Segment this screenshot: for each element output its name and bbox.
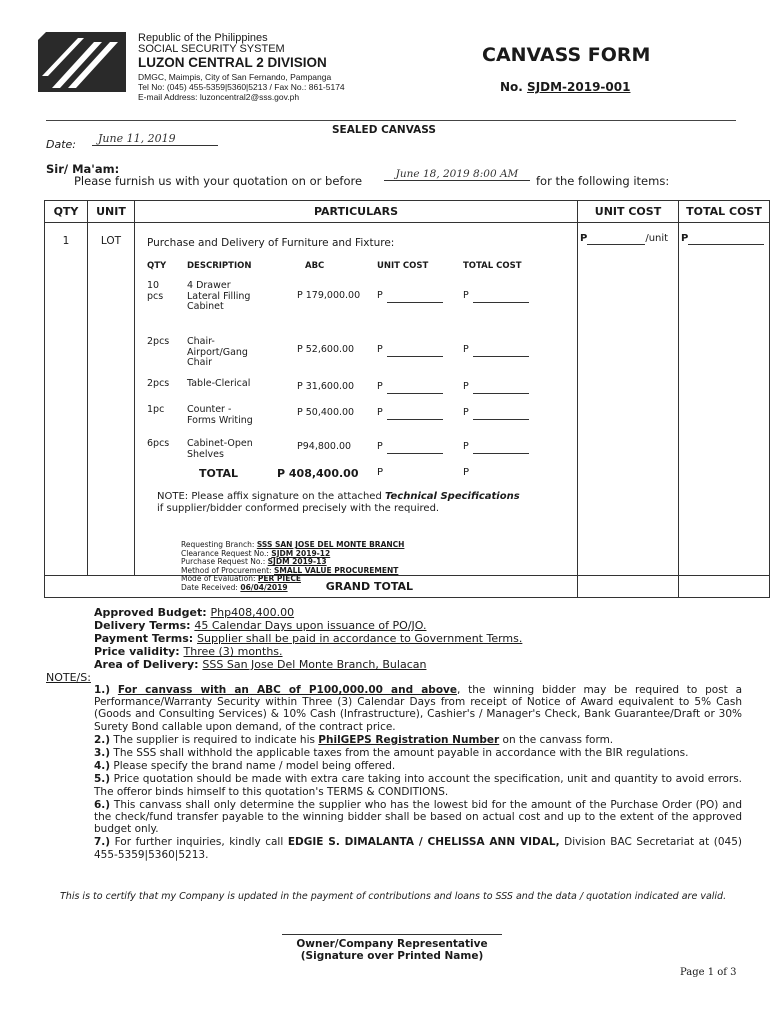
item-abc: P 31,600.00 — [297, 381, 355, 392]
item-total-cost-prefix: P — [463, 407, 469, 418]
item-total-cost-blank[interactable] — [473, 382, 529, 394]
header-email: E-mail Address: luzoncentral2@sss.gov.ph — [138, 92, 300, 102]
item-total-cost-prefix: P — [463, 441, 469, 452]
item-abc: P94,800.00 — [297, 441, 352, 452]
info-label: Requesting Branch: — [181, 540, 257, 549]
header-division: LUZON CENTRAL 2 DIVISION — [138, 55, 327, 70]
header-address: DMGC, Maimpis, City of San Fernando, Pampanga — [138, 72, 332, 82]
canvass-table — [44, 200, 770, 598]
delivery-terms: Delivery Terms: 45 Calendar Days upon issuance of PO/JO. — [94, 619, 427, 632]
unit-cost-cell — [578, 223, 679, 576]
item-total-cost[interactable] — [463, 442, 529, 454]
technical-note: NOTE: Please affix signature on the attached Technical Specifications if supplier/bidder conformed precisely with the required. — [157, 491, 520, 514]
notes-label: NOTE/S: — [46, 671, 91, 684]
note-1: 1.) For canvass with an ABC of P100,000.00 and above, the winning bidder may be required to post a Performance/Warranty Security within Three (3) Calendar Days from receipt of Notice of Award equivalent to 5% Cash (Goods and Consulting Services) & 10% Cash (Infrastructure), Cashier's / Manager's Check, Bank Guarantee/Draft or 30% Surety Bond callable upon demand, of the contract price. — [94, 684, 743, 733]
sealed-canvass-label: SEALED CANVASS — [332, 124, 436, 136]
item-unit-cost-prefix: P — [377, 441, 383, 452]
item-total-cost-blank[interactable] — [473, 291, 529, 303]
info-value: PER PIECE — [257, 574, 301, 584]
total-abc: P 408,400.00 — [277, 467, 359, 480]
header-sss: SOCIAL SECURITY SYSTEM — [138, 43, 285, 55]
item-total-cost[interactable] — [463, 408, 529, 420]
inner-abc-header: ABC — [305, 261, 325, 271]
item-unit-cost[interactable] — [377, 291, 443, 303]
note-5: 5.) Price quotation should be made with extra care taking into account the specification, unit and quantity to avoid errors. The offeror binds himself to this quotation's TERMS & CONDITIONS. — [94, 773, 742, 798]
total-label: TOTAL — [199, 467, 239, 480]
item-qty: 2pcs — [147, 336, 170, 347]
col-unit-cost: UNIT COST — [578, 201, 679, 223]
certification-text: This is to certify that my Company is updated in the payment of contributions and loans to SSS and the data / quotation indicated are valid. — [60, 891, 727, 902]
col-unit: UNIT — [88, 201, 135, 223]
item-abc: P 52,600.00 — [297, 344, 355, 355]
item-total-cost-prefix: P — [463, 344, 469, 355]
item-unit-cost-blank[interactable] — [387, 382, 443, 394]
info-value: SJDM 2019-12 — [271, 548, 331, 558]
total-cost-cell — [679, 223, 770, 576]
item-description: 4 Drawer Lateral Filling Cabinet — [187, 280, 251, 312]
col-qty: QTY — [45, 201, 88, 223]
grand-total-value[interactable] — [679, 576, 770, 598]
col-total-cost: TOTAL COST — [679, 201, 770, 223]
owner-label: Owner/Company Representative — [296, 938, 488, 950]
item-abc: P 179,000.00 — [297, 290, 361, 301]
request-text-after: for the following items: — [536, 174, 670, 188]
info-value: SSS SAN JOSE DEL MONTE BRANCH — [256, 540, 405, 549]
info-label: Purchase Request No.: — [181, 557, 268, 567]
payment-terms: Payment Terms: Supplier shall be paid in accordance to Government Terms. — [94, 632, 523, 645]
item-unit-cost[interactable] — [377, 382, 443, 394]
item-description: Counter - Forms Writing — [187, 404, 253, 426]
row-title: Purchase and Delivery of Furniture and Fixture: — [147, 237, 395, 249]
notes-list — [94, 684, 742, 862]
note-4: 4.) Please specify the brand name / model being offered. — [94, 760, 396, 773]
col-particulars: PARTICULARS — [135, 201, 578, 223]
item-unit-cost-prefix: P — [377, 344, 383, 355]
sss-logo-icon — [38, 32, 126, 92]
grand-total-unit-cost[interactable] — [578, 576, 679, 598]
approved-budget: Approved Budget: Php408,400.00 — [94, 606, 295, 619]
signature-line[interactable] — [282, 934, 502, 935]
row-unit: LOT — [88, 223, 135, 576]
info-label: Mode of Evaluation: — [181, 574, 258, 584]
deadline-field[interactable]: June 18, 2019 8:00 AM — [384, 168, 530, 181]
item-unit-cost-blank[interactable] — [387, 291, 443, 303]
item-unit-cost-prefix: P — [377, 381, 383, 392]
note-7: 7.) For further inquiries, kindly call EDGIE S. DIMALANTA / CHELISSA ANN VIDAL, Division BAC Secretariat at (045) 455-5359|5360|5213. — [94, 836, 743, 861]
request-text: Please furnish us with your quotation on or before — [74, 174, 363, 188]
terms-block — [94, 606, 522, 671]
info-value: SJDM 2019-13 — [267, 557, 327, 567]
note-2: 2.) The supplier is required to indicate his PhilGEPS Registration Number on the canvass form. — [94, 733, 614, 746]
grand-total-label: GRAND TOTAL — [45, 576, 578, 598]
salutation: Sir/ Ma'am: — [46, 162, 120, 176]
item-total-cost-blank[interactable] — [473, 408, 529, 420]
item-unit-cost-prefix: P — [377, 290, 383, 301]
request-info-line — [181, 584, 404, 593]
item-total-cost-blank[interactable] — [473, 345, 529, 357]
item-unit-cost-blank[interactable] — [387, 408, 443, 420]
inner-uc-header: UNIT COST — [377, 261, 429, 271]
date-field[interactable]: June 11, 2019 — [92, 132, 218, 146]
inner-qty-header: QTY — [147, 261, 167, 271]
item-unit-cost[interactable] — [377, 442, 443, 454]
total-cost-field[interactable]: P — [681, 233, 764, 245]
item-total-cost-prefix: P — [463, 290, 469, 301]
price-validity: Price validity: Three (3) months. — [94, 645, 283, 658]
note-6: 6.) This canvass shall only determine the supplier who has the lowest bid for the amount of the Purchase Order (PO) and the check/fund transfer payable to the winning bidder shall be based on actual cost and up to the extent of the approved budget only. — [94, 798, 742, 836]
item-qty: 6pcs — [147, 438, 170, 449]
area-of-delivery: Area of Delivery: SSS San Jose Del Monte Branch, Bulacan — [94, 658, 427, 671]
item-unit-cost-prefix: P — [377, 407, 383, 418]
item-unit-cost-blank[interactable] — [387, 345, 443, 357]
item-description: Cabinet-Open Shelves — [187, 438, 253, 460]
header-divider — [46, 120, 736, 121]
item-unit-cost-blank[interactable] — [387, 442, 443, 454]
unit-cost-field[interactable]: P /unit — [580, 233, 669, 244]
item-total-cost[interactable] — [463, 382, 529, 394]
total-total-cost: P — [463, 467, 470, 478]
form-number: No. SJDM-2019-001 — [500, 80, 631, 94]
item-total-cost[interactable] — [463, 291, 529, 303]
info-value: SMALL VALUE PROCUREMENT — [273, 565, 399, 575]
item-total-cost-blank[interactable] — [473, 442, 529, 454]
item-unit-cost[interactable] — [377, 408, 443, 420]
note-3: 3.) The SSS shall withhold the applicable taxes from the amount payable in accordance with the BIR regulations. — [94, 747, 689, 760]
inner-tc-header: TOTAL COST — [463, 261, 522, 271]
date-label: Date: — [46, 138, 76, 151]
signature-note: (Signature over Printed Name) — [300, 950, 484, 962]
item-total-cost-prefix: P — [463, 381, 469, 392]
header-republic: Republic of the Philippines — [138, 32, 268, 44]
request-info — [181, 541, 404, 593]
signature-caption — [270, 938, 514, 962]
item-qty: 10 pcs — [147, 280, 164, 302]
info-label: Method of Procurement: — [181, 565, 274, 575]
item-total-cost[interactable] — [463, 345, 529, 357]
item-qty: 2pcs — [147, 378, 170, 389]
info-label: Clearance Request No.: — [181, 548, 272, 558]
page-number: Page 1 of 3 — [680, 967, 737, 978]
item-description: Chair- Airport/Gang Chair — [187, 336, 248, 368]
row-qty: 1 — [45, 223, 88, 576]
item-unit-cost[interactable] — [377, 345, 443, 357]
info-value: 06/04/2019 — [240, 582, 288, 592]
total-unit-cost: P — [377, 467, 384, 478]
header-tel: Tel No: (045) 455-5359|5360|5213 / Fax No.: 861-5174 — [138, 82, 345, 92]
item-description: Table-Clerical — [187, 378, 251, 389]
info-label: Date Received: — [181, 582, 241, 592]
form-title: CANVASS FORM — [482, 44, 651, 66]
item-abc: P 50,400.00 — [297, 407, 355, 418]
inner-desc-header: DESCRIPTION — [187, 261, 252, 271]
item-qty: 1pc — [147, 404, 165, 415]
